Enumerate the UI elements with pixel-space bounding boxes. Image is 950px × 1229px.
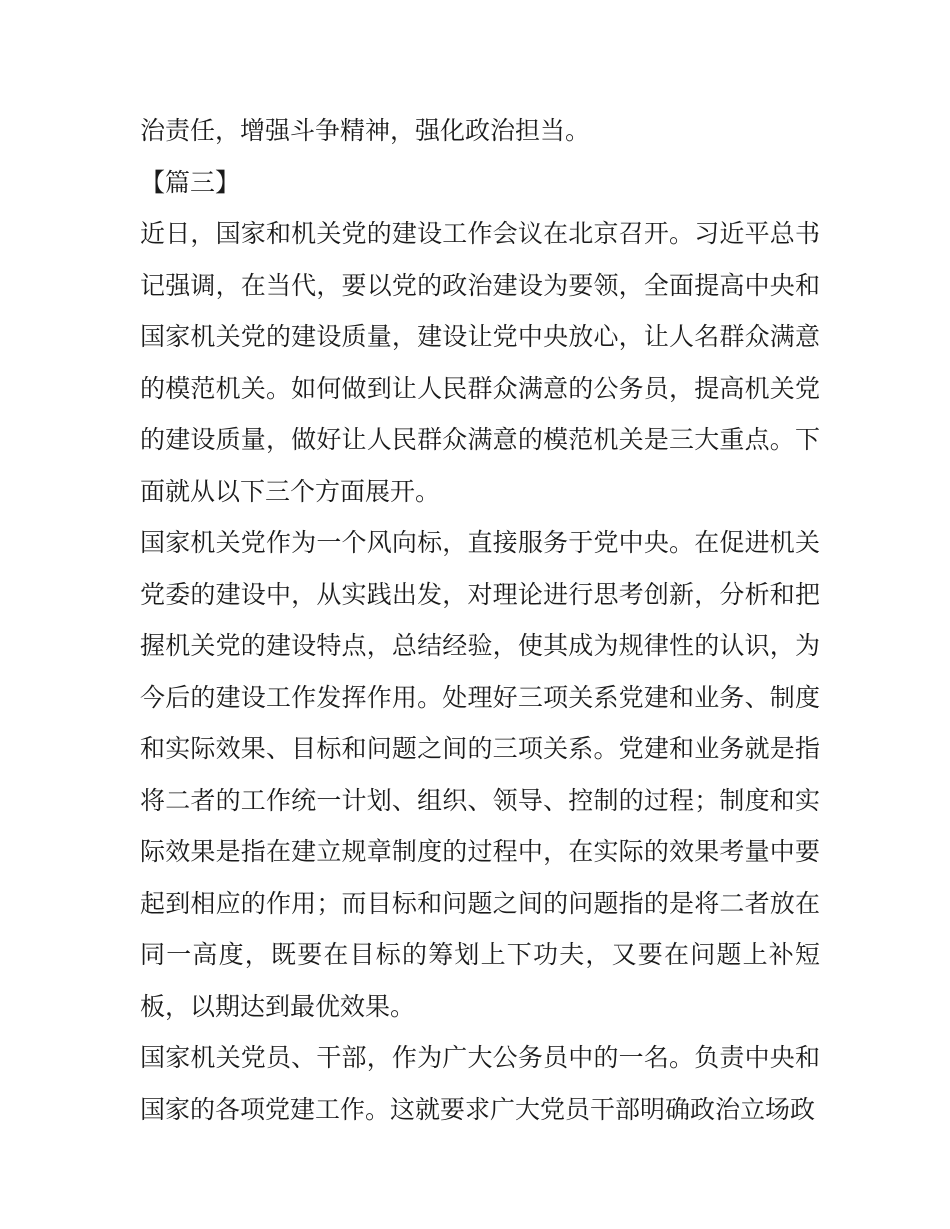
paragraph-continuation: 治责任，增强斗争精神，强化政治担当。 bbox=[140, 116, 591, 145]
paragraph-final: 国家机关党员、干部，作为广大公务员中的一名。负责中央和国家的各项党建工作。这就要求广大党员干部明确政治立场政 bbox=[140, 1043, 820, 1124]
section-heading: 【篇三】 bbox=[140, 167, 241, 197]
paragraph-body: 国家机关党作为一个风向标，直接服务于党中央。在促进机关党委的建设中，从实践出发，对理论进行思考创新，分析和把握机关党的建设特点，总结经验，使其成为规律性的认识，为今后的建设工作发挥作用。处理好三项关系党建和业务、制度和实际效果、目标和问题之间的三项关系。党建和业务就是指将二者的工作统一计划、组织、领导、控制的过程；制度和实际效果是指在建立规章制度的过程中，在实际的效果考量中要起到相应的作用；而目标和问题之间的问题指的是将二者放在同一高度，既要在目标的筹划上下功夫，又要在问题上补短板，以期达到最优效果。 bbox=[140, 528, 820, 1021]
document-body bbox=[140, 105, 820, 1135]
paragraph-intro: 近日，国家和机关党的建设工作会议在北京召开。习近平总书记强调，在当代，要以党的政治建设为要领，全面提高中央和国家机关党的建设质量，建设让党中央放心，让人名群众满意的模范机关。如何做到让人民群众满意的公务员，提高机关党的建设质量，做好让人民群众满意的模范机关是三大重点。下面就从以下三个方面展开。 bbox=[140, 219, 820, 506]
